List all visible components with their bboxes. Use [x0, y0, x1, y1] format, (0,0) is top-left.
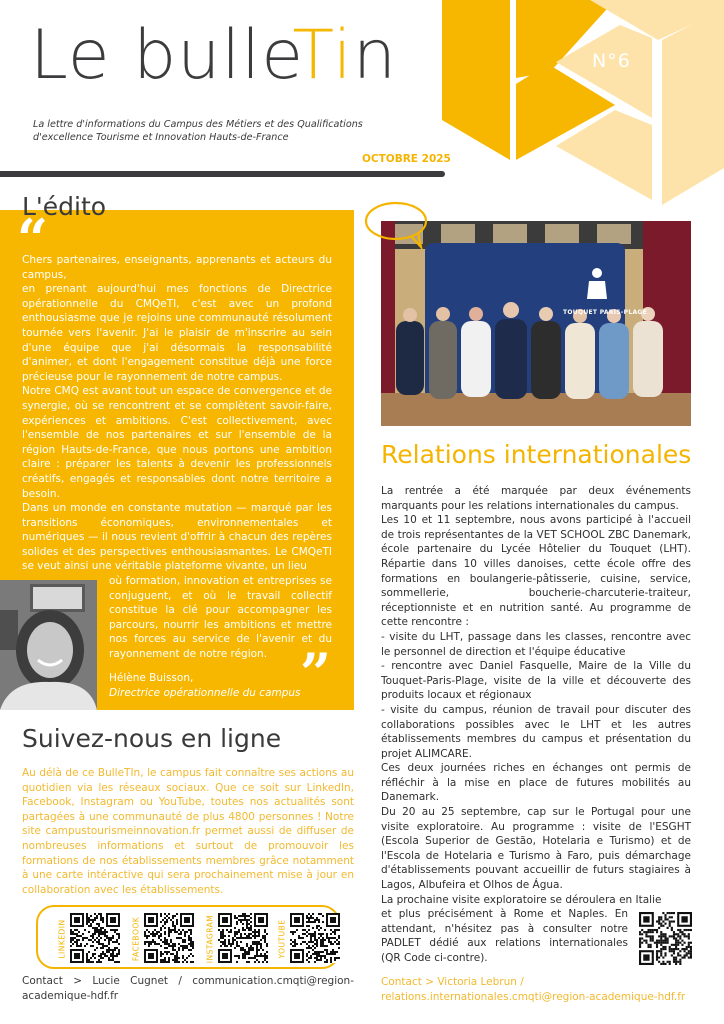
edito-paragraph: Notre CMQ est avant tout un espace de convergence et de synergie, où se rencontrent et se complètent savoir-faire, expériences et ambitions. C'est collectivement, avec l'ensemble de nos partenaires et sur l'ensemble de la région Hauts-de-France, que nous portons une ambition claire : préparer les talents à devenir les professionnels créatifs, engagés et responsables dont notre territoire a besoin.: [22, 385, 332, 500]
newsletter-title: [30, 16, 397, 95]
title-accent: Ti: [292, 16, 353, 95]
photo-banner-label: TOUQUET PARIS-PLAGE: [563, 309, 648, 316]
header-divider: [0, 171, 445, 177]
edito-title: L'édito: [22, 192, 107, 221]
international-body: [381, 484, 691, 966]
issue-number: N°6: [592, 50, 631, 72]
open-quote-icon: “: [17, 207, 49, 271]
international-contact[interactable]: Contact > Victoria Lebrun / relations.internationales.cmqti@region-academique-hdf.fr: [381, 976, 686, 1003]
qr-label: INSTAGRAM: [205, 914, 215, 964]
edito-paragraph: Chers partenaires, enseignants, apprenants et acteurs du campus,: [22, 254, 332, 281]
qr-label: YOUTUBE: [277, 919, 287, 959]
follow-title: Suivez-nous en ligne: [22, 724, 282, 753]
qr-label: FACEBOOK: [131, 916, 141, 962]
padlet-qr-code-icon[interactable]: [639, 912, 692, 965]
close-quote-icon: ”: [300, 641, 332, 705]
international-paragraph: - visite du campus, réunion de travail pour discuter des collaborations possibles avec le LHT et les autres établissements membres du campus et présentation du projet ALIMCARE.: [381, 703, 691, 760]
follow-body: Au délà de ce BulleTIn, le campus fait connaître ses actions au quotidien via les réseaux sociaux. Que ce soit sur LinkedIn, Facebook, Instagram ou YouTube, toutes nos actualités sont partagées à une communauté de plus 4800 personnes ! Notre site campustourismeinnovation.fr permet aussi de diffuser de nombreuses informations et surtout de promouvoir les formations de nos établissements membres grâce notamment à une carte intéractive qui sera prochainement mise à jour en collaboration avec les établissements.: [22, 767, 354, 896]
social-qr-band: [36, 905, 340, 969]
issue-date: OCTOBRE 2025: [362, 153, 451, 165]
international-paragraph: - visite du LHT, passage dans les classes, rencontre avec le personnel de direction et l'équipe éducative: [381, 630, 691, 658]
communication-contact[interactable]: Contact > Lucie Cugnet / communication.cmqti@region-academique-hdf.fr: [22, 975, 354, 1002]
title-end: n: [352, 16, 397, 95]
signature-name: Hélène Buisson,: [109, 672, 194, 684]
edito-paragraph: où formation, innovation et entreprises se conjuguent, et où le travail collectif constitue la clé pour accompagner les parcours, nourrir les ambitions et mettre nos forces au service de l'avenir et du rayonnement de notre région.: [109, 575, 332, 661]
speech-bubble-icon: [363, 200, 443, 252]
international-paragraph: - rencontre avec Daniel Fasquelle, Maire de la Ville du Touquet-Paris-Plage, visite de la ville et découverte des produits locaux et régionaux: [381, 660, 691, 702]
international-title: Relations internationales: [381, 440, 692, 469]
international-paragraph: Ces deux journées riches en échanges ont permis de réfléchir à la mise en place de futures mobilités au Danemark.: [381, 762, 691, 804]
qr-code-icon[interactable]: [218, 913, 268, 963]
edito-paragraph: Dans un monde en constante mutation — marqué par les transitions économiques, environnementales et numériques — il nous revient d'offrir à chacun des repères solides et des perspectives enthousiasmantes. Le CMQeTI se veut ainsi une véritable plateforme vivante, un lieu: [22, 502, 332, 573]
tagline: La lettre d'informations du Campus des Métiers et des Qualifications d'excellence Tourisme et Innovation Hauts-de-France: [33, 119, 363, 143]
qr-code-icon[interactable]: [144, 913, 194, 963]
international-paragraph: Du 20 au 25 septembre, cap sur le Portugal pour une visite exploratoire. Au programme : visite de l'ESGHT (Escola Superior de Gestão, Hotelaria e Turismo) et de l'Escola de Hotelaria e Turismo à Faro, puis démarchage d'établissements pouvant accueillir de futurs stagiaires à Lagos, Albufeira et Olhos de Água.: [381, 806, 691, 892]
cube-decoration-icon: [440, 0, 724, 210]
international-paragraph: La prochaine visite exploratoire se déroulera en Italie: [381, 893, 662, 906]
qr-label: LINKEDIN: [57, 919, 67, 959]
cube-face-dark-left: [442, 0, 510, 160]
qr-code-icon[interactable]: [290, 913, 340, 963]
international-paragraph: La rentrée a été marquée par deux événements marquants pour les relations internationales du campus.: [381, 485, 691, 512]
author-portrait: [0, 580, 97, 710]
international-paragraph: Les 10 et 11 septembre, nous avons participé à l'accueil de trois représentantes de la VET SCHOOL ZBC Danemark, école partenaire du Lycée Hôtelier du Touquet (LHT). Répartie dans 10 villes danoises, cette école offre des formations en boulangerie-pâtisserie, cuisine, service, sommellerie, boucherie-charcuterie-traiteur, réceptionniste et en nutrition santé. Au programme de cette rencontre :: [381, 514, 691, 629]
title-main: Le bulle: [30, 16, 293, 95]
signature-role: Directrice opérationnelle du campus: [109, 687, 301, 699]
edito-paragraph: en prenant aujourd'hui mes fonctions de Directrice opérationnelle du CMQeTI, c'est avec un profond enthousiasme que je rejoins une communauté résolument tournée vers l'avenir. J'ai le plaisir de m'inscrire au sein d'une équipe que j'ai désormais la responsabilité d'animer, et dont l'engagement constitue déjà une force précieuse pour le rayonnement de notre campus.: [22, 283, 332, 383]
portrait-image: [0, 580, 97, 710]
international-paragraph: et plus précisément à Rome et Naples. En attendant, n'hésitez pas à consulter notre PADLET dédié aux relations internationales (QR Code ci-contre).: [381, 908, 628, 964]
qr-code-icon[interactable]: [70, 913, 120, 963]
cube-face-light-right: [662, 8, 724, 205]
